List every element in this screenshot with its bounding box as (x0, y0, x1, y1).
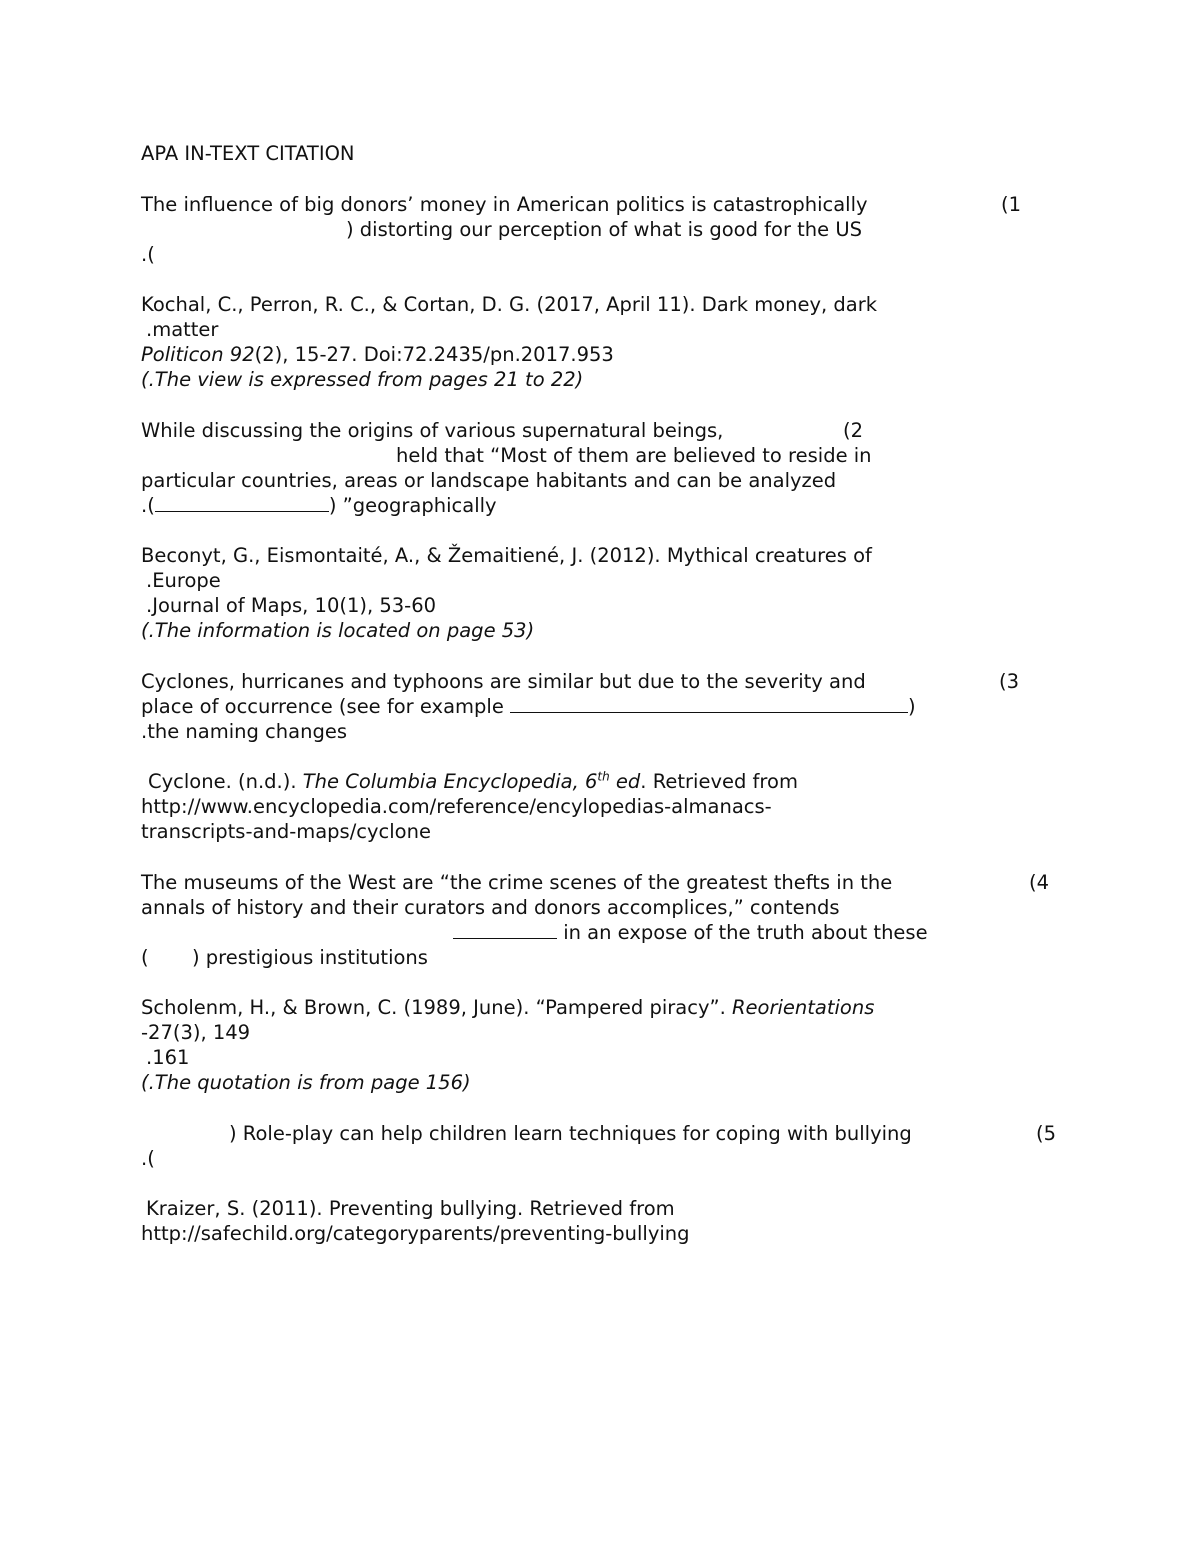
q1-journal-title: Politicon 92 (141, 343, 255, 366)
q4-reference-line-1 (141, 995, 874, 1020)
q3-ref-edition: ed (609, 770, 641, 793)
q1-reference-line-2: .matter (146, 318, 219, 341)
q3-text-line-3: .the naming changes (141, 720, 347, 743)
q1-page-note: (.The view is expressed from pages 21 to 22) (141, 368, 584, 391)
q3-text-line-1: Cyclones, hurricanes and typhoons are similar but due to the severity and (141, 670, 866, 693)
q2-page-note: (.The information is located on page 53) (141, 619, 535, 642)
q5-number: (5 (1036, 1122, 1057, 1145)
q4-ref-author: Scholenm, H., & Brown, C. (1989, June). “Pampered piracy”. (141, 996, 732, 1019)
q2-number: (2 (843, 419, 864, 442)
q5-reference-line-2: http://safechild.org/categoryparents/preventing-bullying (141, 1222, 690, 1245)
q4-text-line-3 (453, 920, 928, 945)
q3-citation-blank[interactable] (510, 694, 908, 713)
q1-number: (1 (1001, 193, 1022, 216)
page-title: APA IN-TEXT CITATION (141, 142, 355, 165)
q1-text-line-3: .( (141, 243, 155, 266)
q2-reference-line-2: .Europe (146, 569, 221, 592)
q5-text-line-2: .( (141, 1147, 155, 1170)
q3-reference-line-1 (148, 769, 798, 794)
q1-text-line-2: ) distorting our perception of what is good for the US (346, 218, 863, 241)
q2-text-line-3: particular countries, areas or landscape habitants and can be analyzed (141, 469, 837, 492)
q2-citation-blank[interactable] (155, 493, 329, 512)
q1-reference-line-1: Kochal, C., Perron, R. C., & Cortan, D. G. (2017, April 11). Dark money, dark (141, 293, 878, 316)
q2-text-line-4-end: ) ”geographically (328, 494, 497, 517)
q4-reference-line-3: .161 (146, 1046, 190, 1069)
q3-ref-superscript: th (597, 769, 610, 784)
q4-number: (4 (1029, 871, 1050, 894)
q4-text-line-1: The museums of the West are “the crime scenes of the greatest thefts in the (141, 871, 893, 894)
q4-ref-journal: Reorientations (731, 996, 875, 1019)
q1-reference-line-3 (141, 342, 614, 367)
q3-close-paren: ) (908, 695, 916, 718)
q2-text-line-4 (141, 493, 497, 518)
q2-reference-line-1: Beconyt, G., Eismontaité, A., & Žemaitiené, J. (2012). Mythical creatures of (141, 544, 872, 567)
q4-author-blank[interactable] (453, 920, 557, 939)
q5-reference-line-1: Kraizer, S. (2011). Preventing bullying. Retrieved from (146, 1197, 675, 1220)
q3-text-line-2 (141, 694, 916, 719)
q4-reference-line-2: -27(3), 149 (141, 1021, 251, 1044)
q1-text-line-1: The influence of big donors’ money in American politics is catastrophically (141, 193, 868, 216)
q4-text-line-3-end: in an expose of the truth about these (557, 921, 928, 944)
q3-ref-retrieved: . Retrieved from (640, 770, 798, 793)
q1-journal-details: (2), 15-27. Doi:72.2435/pn.2017.953 (254, 343, 614, 366)
q3-reference-line-2: http://www.encyclopedia.com/reference/encylopedias-almanacs- (141, 795, 772, 818)
q4-text-line-2: annals of history and their curators and donors accomplices,” contends (141, 896, 840, 919)
q4-page-note: (.The quotation is from page 156) (141, 1071, 471, 1094)
q3-reference-line-3: transcripts-and-maps/cyclone (141, 820, 431, 843)
q3-ref-author: Cyclone. (n.d.). (148, 770, 303, 793)
q2-text-line-1: While discussing the origins of various supernatural beings, (141, 419, 724, 442)
q2-open-paren: .( (141, 494, 155, 517)
q3-ref-title: The Columbia Encyclopedia, 6 (302, 770, 598, 793)
q2-text-line-2: held that “Most of them are believed to reside in (396, 444, 872, 467)
q5-text-line-1: ) Role-play can help children learn techniques for coping with bullying (229, 1122, 912, 1145)
q2-reference-line-3: .Journal of Maps, 10(1), 53-60 (146, 594, 437, 617)
q4-text-line-4: ( ) prestigious institutions (141, 946, 428, 969)
q3-number: (3 (999, 670, 1020, 693)
q3-text-line-2-start: place of occurrence (see for example (141, 695, 504, 718)
